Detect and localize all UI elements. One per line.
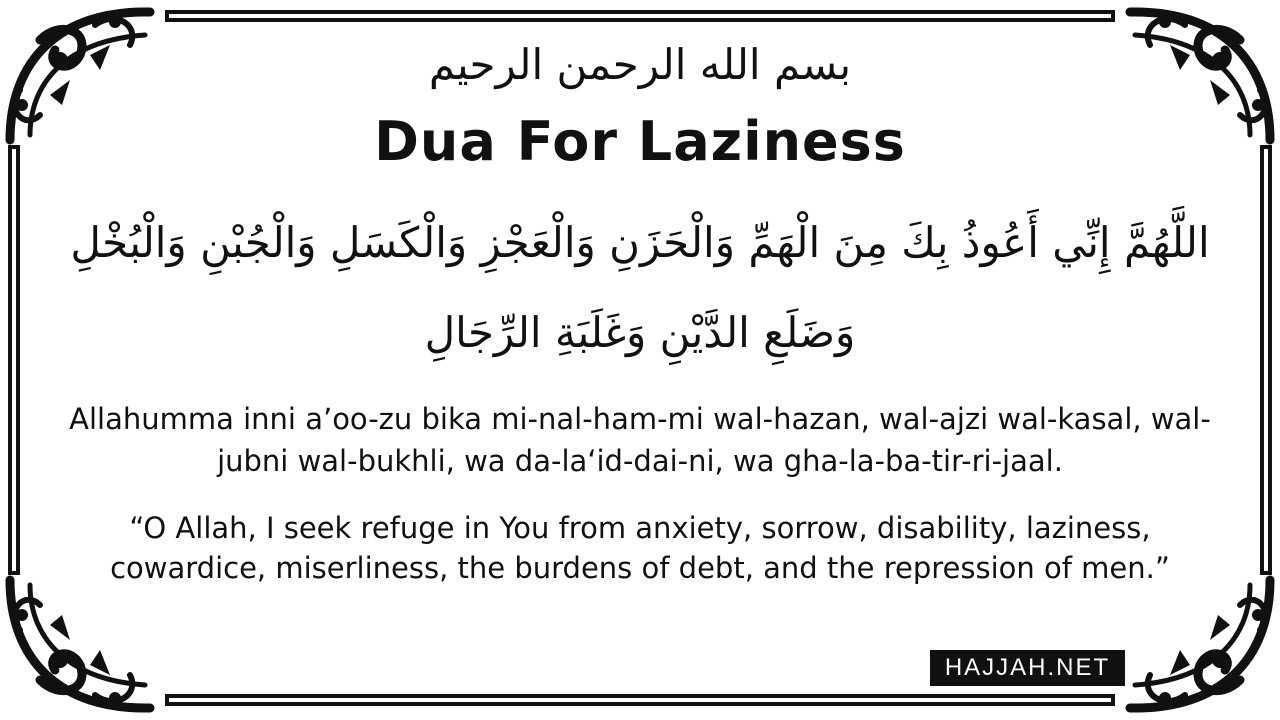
dua-arabic-text: اللَّهُمَّ إِنِّي أَعُوذُ بِكَ مِنَ الْهَمِّ وَالْحَزَنِ وَالْعَجْزِ وَالْكَسَلِ وَالْجُبْنِ وَالْبُخْلِ وَضَلَعِ الدَّيْنِ وَغَلَبَةِ الرِّجَالِ <box>70 218 1210 357</box>
frame-bottom-bar <box>165 694 1115 706</box>
frame-left-bar <box>8 145 20 575</box>
frame-right-bar <box>1260 145 1272 575</box>
bismillah-heading: بسم الله الرحمن الرحيم <box>428 40 852 89</box>
dua-translation: “O Allah, I seek refuge in You from anxiety, sorrow, disability, laziness, cowardice, miserliness, the burdens of debt, and the repression of men.” <box>110 511 1170 585</box>
page-title: Dua For Laziness <box>374 110 906 173</box>
dua-transliteration: Allahumma inni a’oo-zu bika mi-nal-ham-mi wal-hazan, wal-ajzi wal-kasal, wal-jubni wal-bukhli, wa da-la‘id-dai-ni, wa gha-la-ba-tir-ri-jaal. <box>69 402 1211 478</box>
brand-watermark: HAJJAH.NET <box>930 650 1125 686</box>
ornament-corner-bottom-right-icon <box>1120 570 1280 720</box>
ornament-corner-bottom-left-icon <box>0 570 160 720</box>
frame-top-bar <box>165 10 1115 22</box>
